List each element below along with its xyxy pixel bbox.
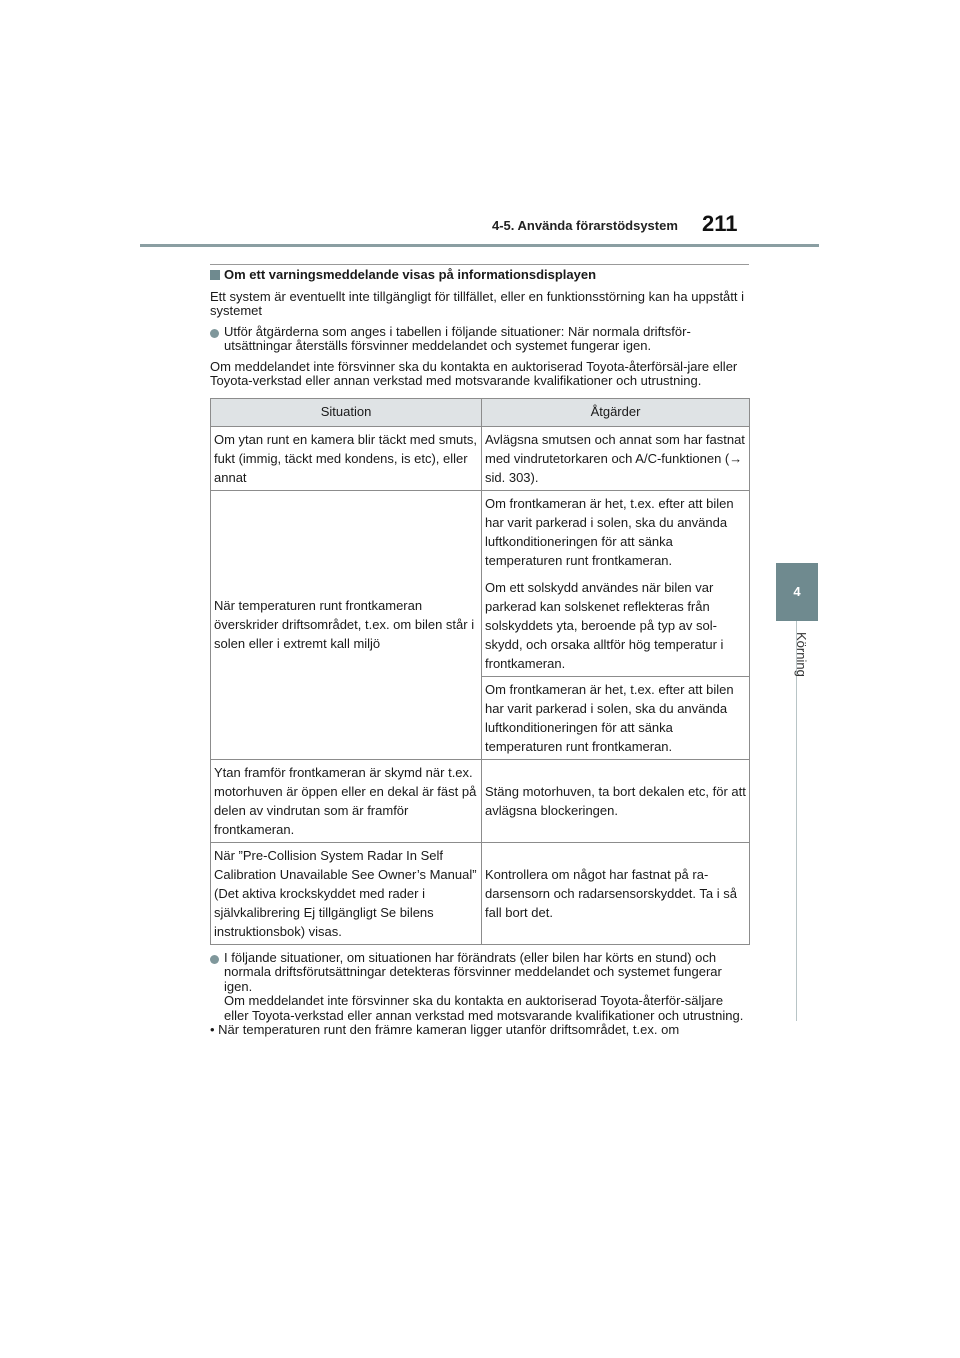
chapter-tab[interactable]: 4 [776,563,818,621]
table-cell: Ytan framför frontkameran är skymd när t.ex. motorhuven är öppen eller en dekal är fäst på delen av vindrutan som är framför frontkameran. [211,759,482,842]
main-content [210,268,750,1038]
section-heading [210,268,750,283]
bullet-text: Utför åtgärderna som anges i tabellen i följande situationer: När normala driftsför-utsättningar återställs försvinner meddelandet och systemet fungerar igen. [224,323,691,353]
circle-bullet-icon [210,329,219,338]
square-bullet-icon [210,270,220,280]
top-rule [210,264,749,265]
intro-text: Ett system är eventuellt inte tillgängligt för tillfället, eller en funktionsstörning kan ha uppstått i systemet [210,288,745,318]
page-number: 211 [702,211,738,236]
table-cell-paragraph: Om frontkameran är het, t.ex. efter att bilen har varit parkerad i solen, ska du använda luftkonditioneringen för att sänka temperaturen runt frontkameran. [485,495,734,568]
table-header-actions: Åtgärder [482,398,750,426]
table-row [211,759,750,842]
bullet-text: I följande situationer, om situationen har förändrats (eller bilen har körts en stund) och normala driftsförutsättningar detekteras försvinner meddelandet och systemet fungerar igen. [224,949,722,994]
table-cell [482,490,750,676]
bullet-text-continued: Om meddelandet inte försvinner ska du kontakta en auktoriserad Toyota-återför-säljare eller Toyota-verkstad eller annan verkstad med motsvarande kvalifikationer och utrustning. [224,993,744,1023]
table-cell: När ”Pre-Collision System Radar In Self Calibration Unavailable See Owner’s Manual” (Det aktiva krockskyddet med rader i självkalibrering Ej tillgängligt Se bilens instruktionsbok) visas. [211,842,482,944]
sub-list-item: • När temperaturen runt den främre kameran ligger utanför driftsområdet, t.ex. om [210,1022,680,1037]
table-cell: När temperaturen runt frontkameran överskrider driftsområdet, t.ex. om bilen står i solen eller i extremt kall miljö [211,490,482,759]
table-cell: Avlägsna smutsen och annat som har fastnat med vindrutetorkaren och A/C-funktionen (→ sid. 303). [482,426,750,490]
contact-paragraph: Om meddelandet inte försvinner ska du kontakta en auktoriserad Toyota-återförsäl-jare eller Toyota-verkstad eller annan verkstad med motsvarande kvalifikationer och utrustning. [210,358,738,388]
table-cell: Kontrollera om något har fastnat på ra-darsensorn och radarsensorskyddet. Ta i så fall bort det. [482,842,750,944]
circle-bullet-icon [210,955,219,964]
chapter-label: Körning [794,632,809,677]
chapter-divider [796,621,797,1021]
table-cell: Om frontkameran är het, t.ex. efter att bilen har varit parkerad i solen, ska du använda luftkonditioneringen för att sänka temperaturen runt frontkameran. [482,676,750,759]
table-cell: Om ytan runt en kamera blir täckt med smuts, fukt (immig, täckt med kondens, is etc), eller annat [211,426,482,490]
table-row [211,426,750,490]
table-header-situation: Situation [211,398,482,426]
table-cell: Stäng motorhuven, ta bort dekalen etc, för att avlägsna blockeringen. [482,759,750,842]
bullet-item [210,325,750,354]
table-cell-paragraph: Om ett solskydd användes när bilen var parkerad kan solskenet reflekteras från solskyddets yta, beroende på typ av sol-skydd, och orsaka alltför hög temperatur i frontkameran. [485,579,724,671]
header-divider [140,244,819,247]
situation-table [210,398,750,945]
table-row [211,842,750,944]
table-row [211,490,750,676]
header-section-title: 4-5. Använda förarstödsystem [492,218,678,233]
section-heading-text: Om ett varningsmeddelande visas på informationsdisplayen [224,267,597,282]
bullet-item [210,951,750,1024]
